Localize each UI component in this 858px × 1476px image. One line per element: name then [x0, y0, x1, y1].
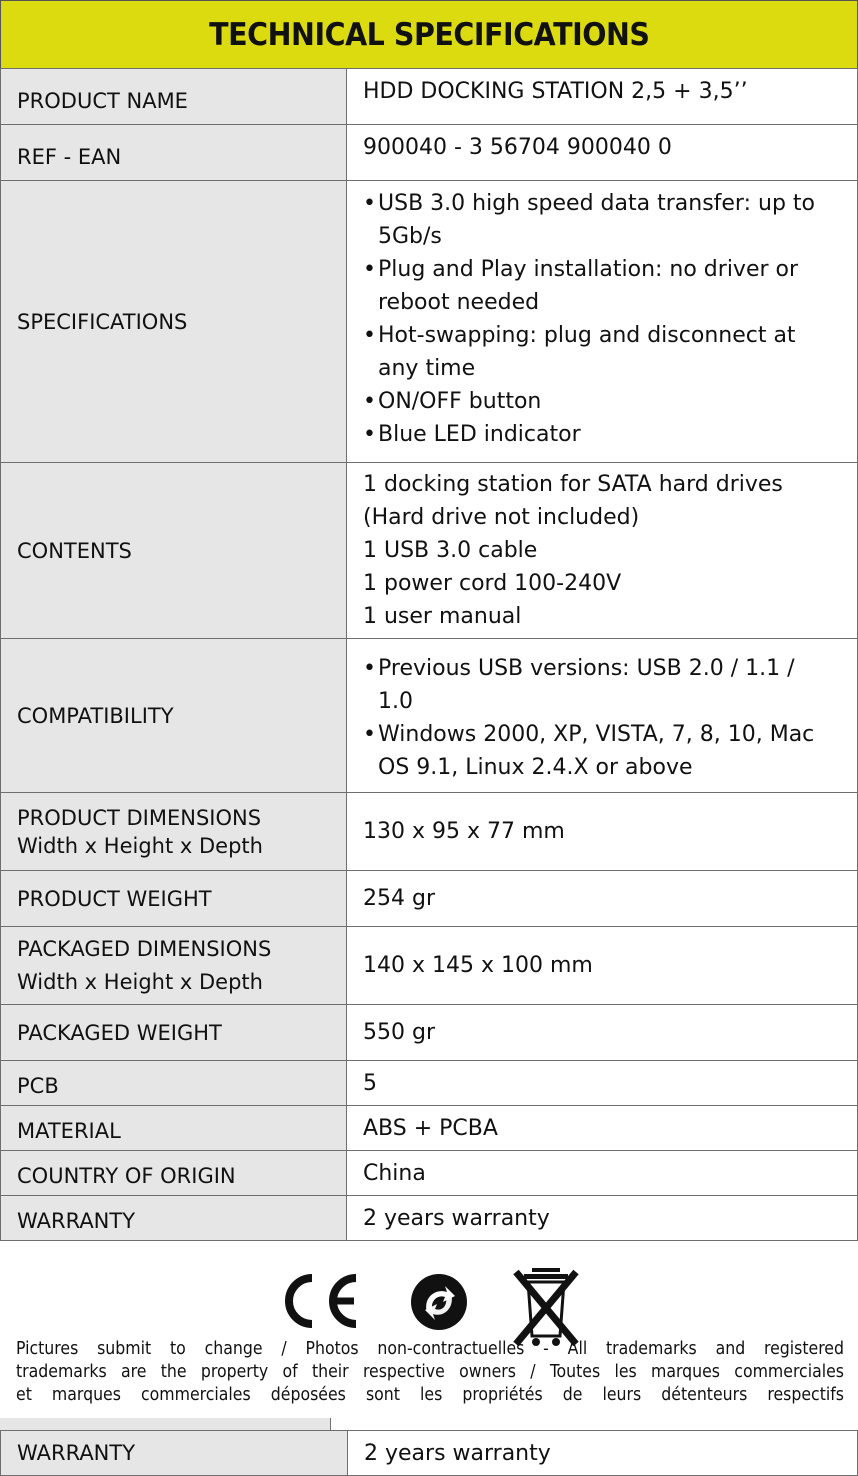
- repeat-warranty-table: [0, 1430, 858, 1476]
- row-label: WARRANTY: [1, 1196, 347, 1241]
- table-row: [1, 793, 858, 871]
- table-row: [1, 181, 858, 463]
- green-dot-recycle-icon: [409, 1272, 469, 1332]
- spec-table: [0, 68, 858, 1241]
- table-row: [1, 463, 858, 639]
- crossed-out-bin-icon: [510, 1264, 582, 1348]
- row-divider-strip: [0, 1418, 858, 1430]
- disclaimer-line: Pictures submit to change / Photos non-contractuelles - All trademarks and registered: [16, 1339, 844, 1359]
- row-value: 2 years warranty: [347, 1196, 858, 1241]
- row-label: MATERIAL: [1, 1106, 347, 1151]
- list-item: • ON/OFF button: [363, 389, 542, 414]
- row-label: COUNTRY OF ORIGIN: [1, 1151, 347, 1196]
- row-label: [1, 793, 347, 871]
- spec-title: TECHNICAL SPECIFICATIONS: [208, 16, 650, 53]
- table-row: [1, 69, 858, 125]
- row-label: SPECIFICATIONS: [1, 181, 347, 463]
- table-row: [1, 1005, 858, 1061]
- row-label: [1, 927, 347, 1005]
- disclaimer-line: trademarks are the property of their respective owners / Toutes les marques commerciales: [16, 1362, 844, 1382]
- row-value: China: [347, 1151, 858, 1196]
- row-value: [347, 639, 858, 793]
- row-value: 254 gr: [347, 871, 858, 927]
- label-subline: Width x Height x Depth: [17, 833, 263, 858]
- label-strip: [0, 1418, 331, 1430]
- list-item: 1 docking station for SATA hard drives: [363, 472, 783, 497]
- table-row: [1, 871, 858, 927]
- list-item: • Blue LED indicator: [363, 422, 581, 447]
- row-label: COMPATIBILITY: [1, 639, 347, 793]
- certification-icons: [0, 1262, 858, 1342]
- row-value: HDD DOCKING STATION 2,5 + 3,5’’: [347, 69, 858, 125]
- disclaimer-line: et marques commerciales déposées sont les propriétés de leurs détenteurs respectifs: [16, 1385, 844, 1405]
- label-line: PACKAGED DIMENSIONS: [17, 936, 272, 961]
- table-row: [1, 1151, 858, 1196]
- table-row: [1, 927, 858, 1005]
- row-label: PACKAGED WEIGHT: [1, 1005, 347, 1061]
- row-label: WARRANTY: [1, 1431, 348, 1476]
- table-row: [1, 639, 858, 793]
- table-row: [1, 1196, 858, 1241]
- row-value: 550 gr: [347, 1005, 858, 1061]
- list-item: • Previous USB versions: USB 2.0 / 1.1 / 1.0: [363, 655, 795, 714]
- footer-panel: [0, 1242, 858, 1418]
- ce-mark-icon: [282, 1272, 362, 1330]
- row-value: 5: [347, 1061, 858, 1106]
- row-value: [347, 463, 858, 639]
- list-item: • Hot-swapping: plug and disconnect at any time: [363, 323, 796, 381]
- row-value: 140 x 145 x 100 mm: [347, 927, 858, 1005]
- table-row: [1, 1061, 858, 1106]
- spec-header: [0, 0, 858, 69]
- list-item: • Plug and Play installation: no driver or reboot needed: [363, 257, 799, 315]
- list-item: 1 user manual: [363, 604, 522, 629]
- table-row: [1, 1431, 858, 1476]
- list-item: 1 USB 3.0 cable: [363, 538, 538, 563]
- row-label: PCB: [1, 1061, 347, 1106]
- legal-disclaimer: [16, 1338, 844, 1407]
- row-label: REF - EAN: [1, 125, 347, 181]
- table-row: [1, 1106, 858, 1151]
- list-item: • USB 3.0 high speed data transfer: up to 5Gb/s: [363, 191, 815, 249]
- row-value: 900040 - 3 56704 900040 0: [347, 125, 858, 181]
- label-subline: Width x Height x Depth: [17, 969, 263, 994]
- table-row: [1, 125, 858, 181]
- row-label: CONTENTS: [1, 463, 347, 639]
- list-item: 1 power cord 100-240V: [363, 571, 622, 596]
- row-label: PRODUCT NAME: [1, 69, 347, 125]
- list-item: • Windows 2000, XP, VISTA, 7, 8, 10, Mac OS 9.1, Linux 2.4.X or above: [363, 721, 815, 780]
- row-label: PRODUCT WEIGHT: [1, 871, 347, 927]
- row-value: [347, 181, 858, 463]
- row-value: 130 x 95 x 77 mm: [347, 793, 858, 871]
- list-item: (Hard drive not included): [363, 505, 640, 530]
- row-value: ABS + PCBA: [347, 1106, 858, 1151]
- label-line: PRODUCT DIMENSIONS: [17, 805, 262, 830]
- row-value: 2 years warranty: [348, 1431, 858, 1476]
